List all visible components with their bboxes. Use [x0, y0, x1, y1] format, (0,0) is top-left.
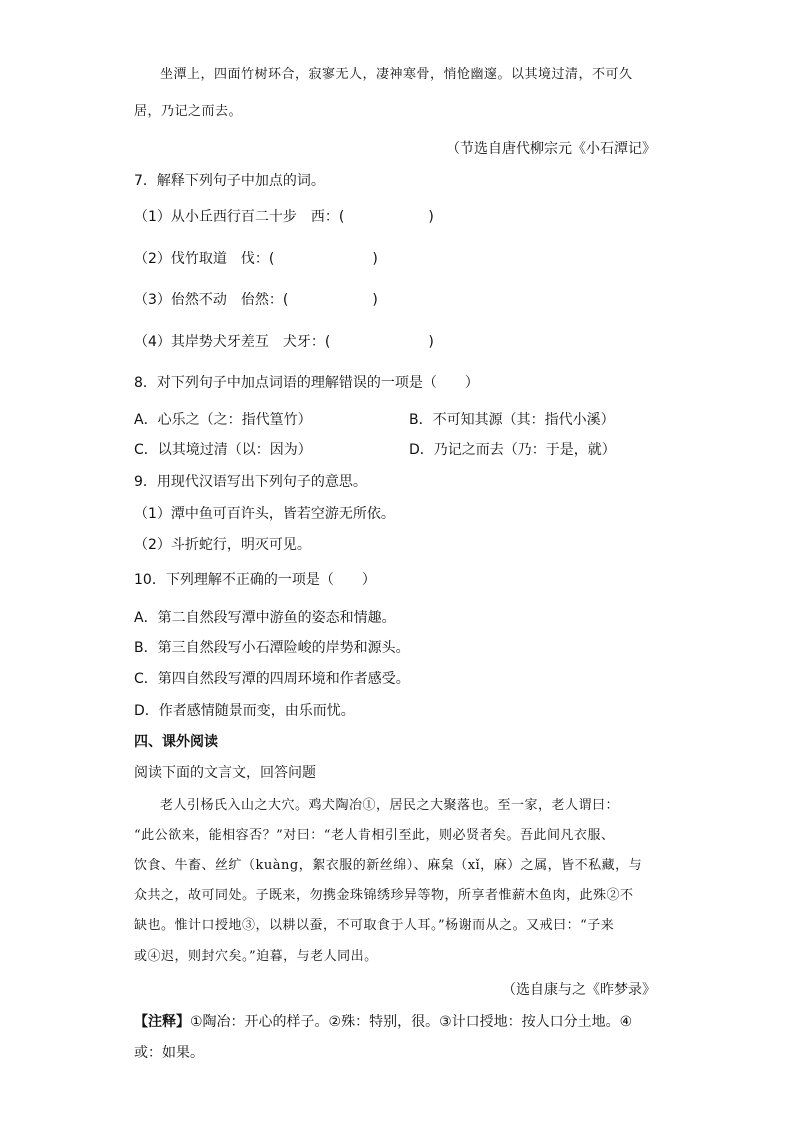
passage-line: 或④迟，则封穴矣。”迫暮，与老人同出。 — [134, 949, 378, 964]
question-10-option-d: D．作者感情随景而变，由乐而忧。 — [134, 703, 355, 719]
question-10-option-b: B．第三自然段写小石潭险峻的岸势和源头。 — [134, 640, 410, 656]
question-9-item: （2）斗折蛇行，明灭可见。 — [134, 537, 311, 553]
question-10-option-c: C．第四自然段写潭的四周环境和作者感受。 — [134, 671, 410, 687]
notes-text: ①陶冶：开心的样子。②殊：特别，很。③计口授地：按人口分土地。④ — [190, 1014, 633, 1030]
question-10-stem: 10．下列理解不正确的一项是（ ） — [134, 572, 376, 588]
question-10-option-a: A．第二自然段写潭中游鱼的姿态和情趣。 — [134, 610, 396, 626]
passage-line: 众共之，故可同处。子既来，勿携金珠锦绣珍异等物，所享者惟薪木鱼肉，此殊②不 — [134, 888, 634, 903]
passage-line: 居，乃记之而去。 — [134, 104, 243, 119]
passage-line: 坐潭上，四面竹树环合，寂寥无人，凄神寒骨，悄怆幽邃。以其境过清，不可久 — [160, 67, 633, 82]
passage-source: （选自康与之《昨梦录》 — [502, 982, 656, 998]
question-8-option-c: C．以其境过清（以：因为） — [134, 442, 312, 458]
question-9-stem: 9．用现代汉语写出下列句子的意思。 — [134, 474, 367, 490]
question-7-item: （3）佁然不动 佁然：( ) — [134, 292, 378, 308]
question-8-stem: 8．对下列句子中加点词语的理解错误的一项是（ ） — [134, 375, 479, 391]
passage-line: “此公欲来，能相容否？”对曰：“老人肯相引至此，则必贤者矣。吾此间凡衣服、 — [134, 828, 615, 843]
passage-line: 饮食、牛畜、丝纩（kuàng，絮衣服的新丝绵）、麻枲（xǐ，麻）之属，皆不私藏，与 — [134, 858, 643, 873]
question-9-item: （1）潭中鱼可百许头，皆若空游无所依。 — [134, 506, 395, 522]
question-8-option-a: A．心乐之（之：指代篁竹） — [134, 412, 312, 428]
passage-line: 老人引杨氏入山之大穴。鸡犬陶冶①，居民之大聚落也。至一家，老人谓曰： — [160, 798, 620, 813]
question-7-item: （1）从小丘西行百二十步 西：( ) — [134, 209, 434, 225]
question-7-item: （2）伐竹取道 伐：( ) — [134, 251, 378, 267]
question-7-item: （4）其岸势犬牙差互 犬牙：( ) — [134, 334, 434, 350]
question-8-option-b: B．不可知其源（其：指代小溪） — [409, 412, 615, 428]
notes-line: 或：如果。 — [134, 1045, 204, 1061]
section-instruction: 阅读下面的文言文，回答问题 — [134, 765, 316, 781]
question-7-stem: 7．解释下列句子中加点的词。 — [134, 173, 325, 189]
passage-source: （节选自唐代柳宗元《小石潭记》 — [446, 141, 656, 157]
notes-label: 【注释】 — [134, 1014, 190, 1030]
notes-line — [134, 1012, 632, 1032]
passage-line: 缺也。惟计口授地③，以耕以蚕，不可取食于人耳。”杨谢而从之。又戒曰：“子来 — [134, 918, 615, 933]
section-heading: 四、课外阅读 — [134, 734, 218, 750]
question-8-option-d: D．乃记之而去（乃：于是，就） — [409, 442, 616, 458]
